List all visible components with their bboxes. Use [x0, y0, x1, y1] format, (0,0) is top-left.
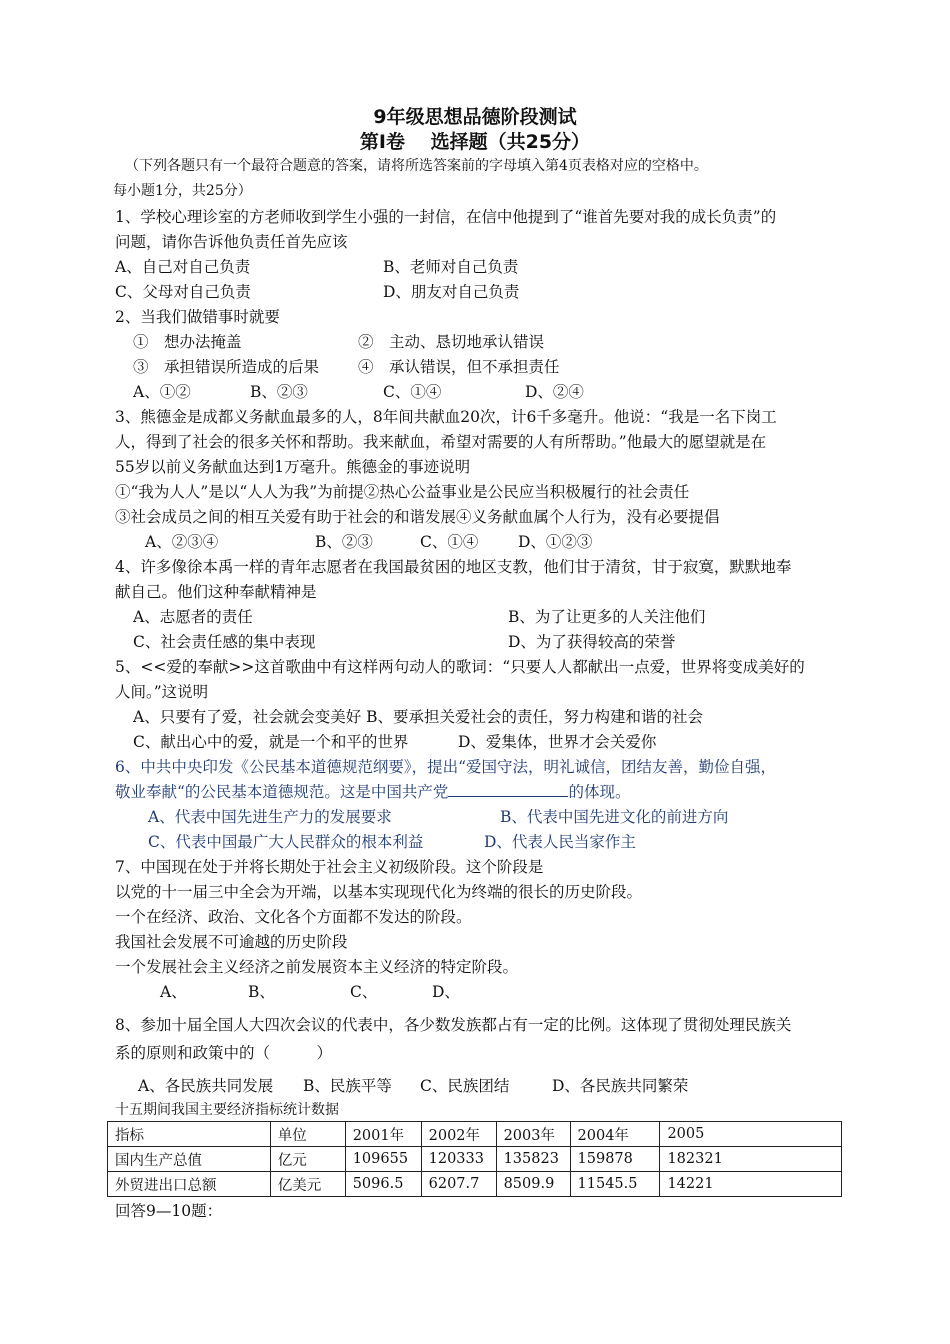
- q3-statements-line-2: ③社会成员之间的相互关爱有助于社会的和谐发展④义务献血属个人行为，没有必要提倡: [115, 508, 720, 526]
- table-cell: 159878: [570, 1147, 660, 1172]
- q3-statements-line-1: ①“我为人人”是以“人人为我”为前提②热心公益事业是公民应当积极履行的社会责任: [115, 483, 690, 501]
- q7-statement-4: 一个发展社会主义经济之前发展资本主义经济的特定阶段。: [115, 958, 519, 976]
- q3-option-b: B、②③: [315, 533, 373, 551]
- q2-statement-4: ④ 承认错误，但不承担责任: [358, 358, 560, 376]
- table-cell: 120333: [421, 1147, 496, 1172]
- q7-option-a: A、: [160, 983, 187, 1001]
- q6-stem-line-1: 6、中共中央印发《公民基本道德规范纲要》，提出“爱国守法，明礼诚信，团结友善，勤俭自强，: [115, 758, 777, 776]
- q1-option-a: A、自己对自己负责: [115, 258, 251, 276]
- q4-option-b: B、为了让更多的人关注他们: [508, 608, 706, 626]
- q2-statement-2: ② 主动、恳切地承认错误: [358, 333, 545, 351]
- table-cell: 亿美元: [270, 1172, 345, 1197]
- table-cell: 14221: [660, 1172, 842, 1197]
- table-header-cell: 单位: [270, 1122, 345, 1147]
- q1-stem-line-2: 问题，请你告诉他负责任首先应该: [115, 233, 348, 251]
- q3-option-c: C、①④: [420, 533, 479, 551]
- q6-option-b: B、代表中国先进文化的前进方向: [500, 808, 729, 826]
- table-cell: 8509.9: [496, 1172, 570, 1197]
- q1-option-c: C、父母对自己负责: [115, 283, 251, 301]
- q2-option-c: C、①④: [383, 383, 442, 401]
- q6-option-a: A、代表中国先进生产力的发展要求: [148, 808, 392, 826]
- q3-stem-line-1: 3、熊德金是成都义务献血最多的人，8年间共献血20次，计6千多毫升。他说：“我是一名下岗工: [115, 408, 777, 426]
- q6-option-c: C、代表中国最广大人民群众的根本利益: [148, 833, 424, 851]
- q3-stem-line-2: 人，得到了社会的很多关怀和帮助。我来献血，希望对需要的人有所帮助。”他最大的愿望就是在: [115, 433, 767, 451]
- q7-stem: 7、中国现在处于并将长期处于社会主义初级阶段。这个阶段是: [115, 858, 544, 876]
- q8-option-b: B、民族平等: [303, 1077, 392, 1095]
- q2-statement-1: ① 想办法掩盖: [133, 333, 242, 351]
- table-header-cell: 2003年: [496, 1122, 570, 1147]
- q8-option-d: D、各民族共同繁荣: [552, 1077, 689, 1095]
- instructions-line-1: （下列各题只有一个最符合题意的答案，请将所选答案前的字母填入第4页表格对应的空格中。: [125, 158, 708, 174]
- q6-stem-part-1: 敬业奉献“的公民基本道德规范。这是中国共产党: [115, 783, 449, 801]
- q2-option-a: A、①②: [133, 383, 191, 401]
- q4-option-c: C、社会责任感的集中表现: [133, 633, 316, 651]
- q7-option-b: B、: [248, 983, 275, 1001]
- instructions-line-2: 每小题1分，共25分）: [113, 183, 252, 199]
- q6-answer-blank: [448, 782, 568, 797]
- q6-option-d: D、代表人民当家作主: [484, 833, 636, 851]
- q4-stem-line-1: 4、许多像徐本禹一样的青年志愿者在我国最贫困的地区支教，他们甘于清贫，甘于寂寞，默默地奉: [115, 558, 792, 576]
- q2-statement-3: ③ 承担错误所造成的后果: [133, 358, 320, 376]
- table-cell: 国内生产总值: [108, 1147, 271, 1172]
- q4-option-d: D、为了获得较高的荣誉: [508, 633, 676, 651]
- table-cell: 109655: [345, 1147, 421, 1172]
- q8-stem-line-1: 8、参加十届全国人大四次会议的代表中，各少数发族都占有一定的比例。这体现了贯彻处理民族关: [115, 1016, 792, 1034]
- table-caption: 十五期间我国主要经济指标统计数据: [115, 1102, 339, 1118]
- q6-stem-part-2: 的体现。: [568, 783, 631, 801]
- table-cell: 182321: [660, 1147, 842, 1172]
- q5-option-ab: A、只要有了爱，社会就会变美好 B、要承担关爱社会的责任，努力构建和谐的社会: [133, 708, 704, 726]
- q7-statement-3: 我国社会发展不可逾越的历史阶段: [115, 933, 348, 951]
- q1-option-d: D、朋友对自己负责: [383, 283, 520, 301]
- answer-prompt: 回答9—10题：: [115, 1202, 223, 1220]
- q4-stem-line-2: 献自己。他们这种奉献精神是: [115, 583, 317, 601]
- q2-option-d: D、②④: [525, 383, 584, 401]
- table-cell: 外贸进出口总额: [108, 1172, 271, 1197]
- q8-option-c: C、民族团结: [420, 1077, 510, 1095]
- table-header-cell: 2005: [660, 1122, 842, 1147]
- q7-option-c: C、: [350, 983, 378, 1001]
- q7-option-d: D、: [432, 983, 460, 1001]
- q5-stem-line-2: 人间。”这说明: [115, 683, 209, 701]
- economic-indicators-table: [107, 1121, 842, 1197]
- q7-statement-1: 以党的十一届三中全会为开端，以基本实现现代化为终端的很长的历史阶段。: [115, 883, 643, 901]
- table-cell: 11545.5: [570, 1172, 660, 1197]
- q1-stem-line-1: 1、学校心理诊室的方老师收到学生小强的一封信，在信中他提到了“谁首先要对我的成长负责”的: [115, 208, 777, 226]
- q5-stem-line-1: 5、<<爱的奉献>>这首歌曲中有这样两句动人的歌词：“只要人人都献出一点爱，世界将变成美好的: [115, 658, 805, 676]
- table-header-cell: 指标: [108, 1122, 271, 1147]
- table-header-cell: 2002年: [421, 1122, 496, 1147]
- q2-option-b: B、②③: [250, 383, 308, 401]
- table-cell: 6207.7: [421, 1172, 496, 1197]
- table-cell: 135823: [496, 1147, 570, 1172]
- q3-option-a: A、②③④: [145, 533, 219, 551]
- table-cell: 5096.5: [345, 1172, 421, 1197]
- q2-stem: 2、当我们做错事时就要: [115, 308, 280, 326]
- q5-option-d: D、爱集体，世界才会关爱你: [458, 733, 657, 751]
- q5-option-c: C、献出心中的爱，就是一个和平的世界: [133, 733, 409, 751]
- page-title: 9年级思想品德阶段测试: [373, 106, 577, 128]
- q8-option-a: A、各民族共同发展: [138, 1077, 274, 1095]
- table-header-cell: 2001年: [345, 1122, 421, 1147]
- q8-stem-line-2: 系的原则和政策中的（ ）: [115, 1044, 333, 1062]
- q4-option-a: A、志愿者的责任: [133, 608, 253, 626]
- table-cell: 亿元: [270, 1147, 345, 1172]
- table-header-cell: 2004年: [570, 1122, 660, 1147]
- section-title: 第Ⅰ卷 选择题（共25分）: [359, 131, 591, 153]
- table-row: [108, 1147, 842, 1172]
- q6-stem-line-2: [115, 782, 630, 802]
- table-row: [108, 1172, 842, 1197]
- q1-option-b: B、老师对自己负责: [383, 258, 519, 276]
- table-header-row: [108, 1122, 842, 1147]
- q3-stem-line-3: 55岁以前义务献血达到1万毫升。熊德金的事迹说明: [115, 458, 471, 476]
- q3-option-d: D、①②③: [518, 533, 593, 551]
- q7-statement-2: 一个在经济、政治、文化各个方面都不发达的阶段。: [115, 908, 472, 926]
